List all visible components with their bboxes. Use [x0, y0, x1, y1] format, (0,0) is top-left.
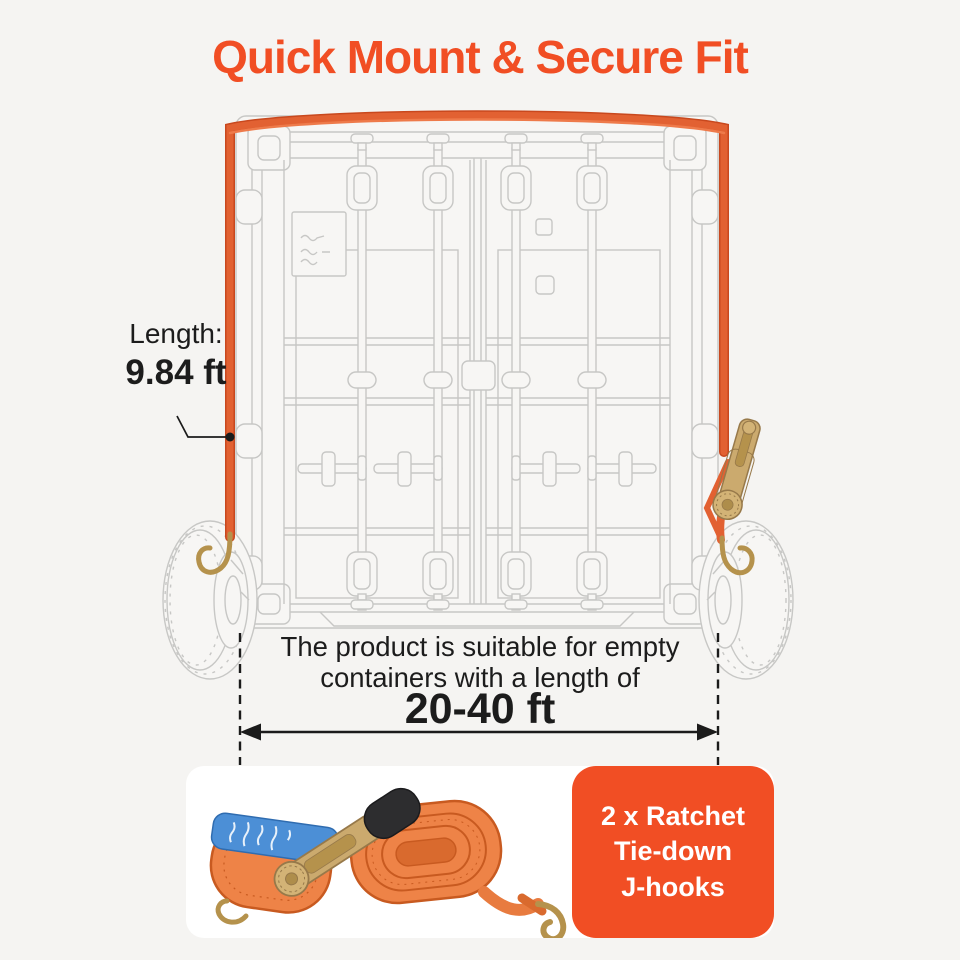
container-data-plate: [292, 212, 346, 276]
length-value: 9.84 ft: [125, 353, 227, 392]
product-badge: [572, 766, 774, 938]
suitability-line2: containers with a length of: [320, 662, 640, 694]
page-title: Quick Mount & Secure Fit: [212, 31, 748, 83]
length-callout: [86, 318, 266, 393]
shipping-container-icon: [236, 116, 718, 628]
container-length-range: 20-40 ft: [404, 685, 556, 733]
badge-line3: J-hooks: [621, 871, 725, 902]
product-card: [186, 766, 774, 938]
badge-line2: Tie-down: [614, 836, 732, 867]
badge-line1: 2 x Ratchet: [600, 801, 746, 832]
length-label: Length:: [129, 318, 223, 349]
suitability-line1: The product is suitable for empty: [280, 631, 680, 662]
ratchet-strap-photo: [186, 766, 572, 938]
suitability-text: [230, 631, 730, 693]
